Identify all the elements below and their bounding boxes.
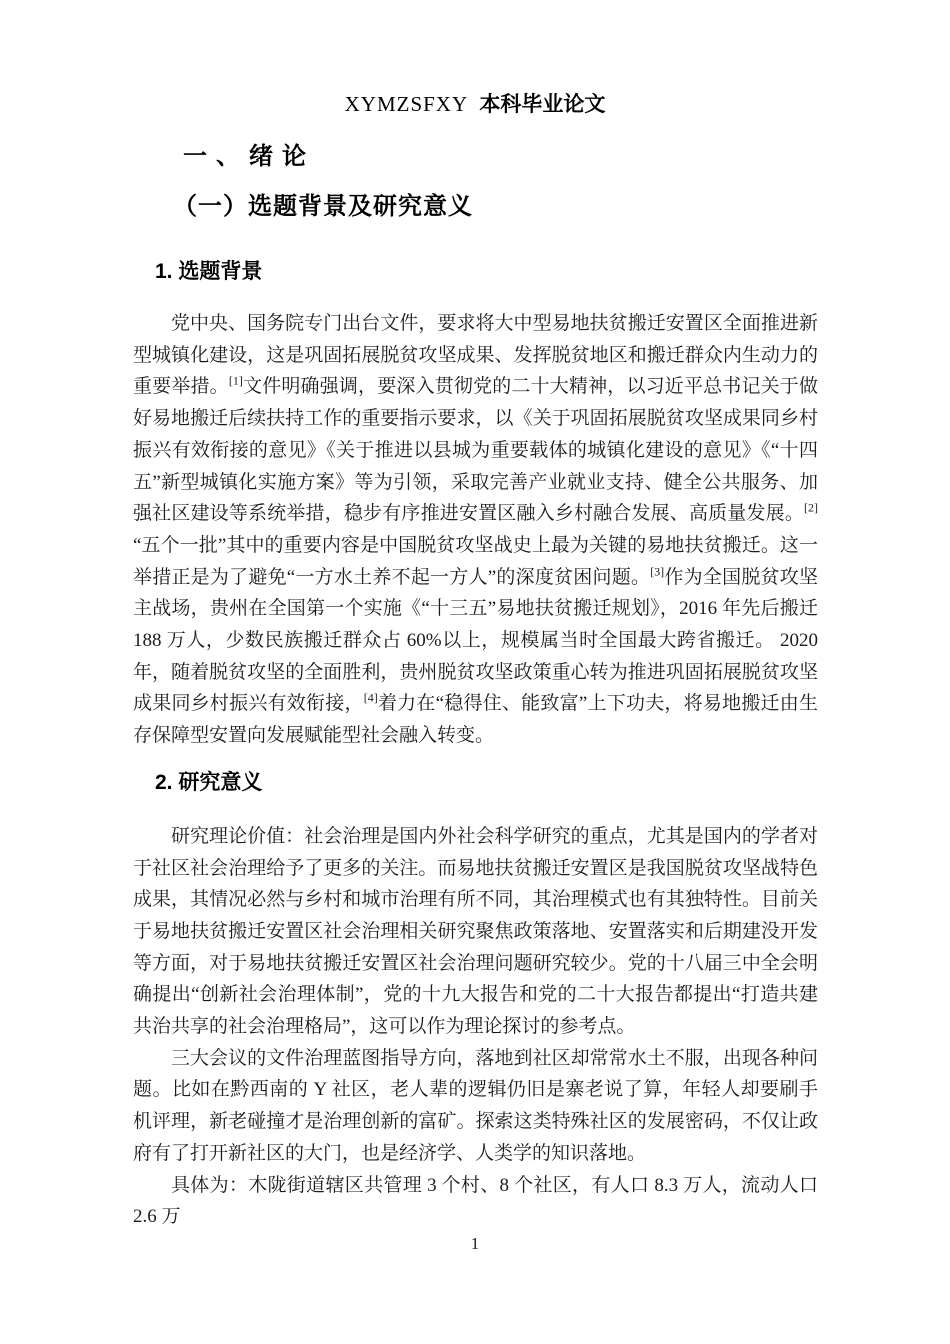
heading-chapter: 一、绪论: [183, 143, 315, 170]
header-thesis-type: 本科毕业论文: [479, 93, 606, 116]
significance-paragraphs: [133, 821, 818, 1233]
background-paragraphs: [133, 308, 818, 752]
footnote-ref: [1]: [228, 374, 243, 389]
paragraph: 研究理论价值：社会治理是国内外社会科学研究的重点，尤其是国内的学者对于社区社会治理给予了更多的关注。而易地扶贫搬迁安置区是我国脱贫攻坚战特色成果，其情况必然与乡村和城市治理有所不同，其治理模式也有其独特性。目前关于易地扶贫搬迁安置区社会治理相关研究聚焦政策落地、安置落实和后期建没开发等方面，对于易地扶贫搬迁安置区社会治理问题研究较少。党的十八届三中全会明确提出“创新社会治理体制”，党的十九大报告和党的二十大报告都提出“打造共建共治共享的社会治理格局”，这可以作为理论探讨的参考点。: [133, 825, 818, 1038]
heading-section: （一）选题背景及研究意义: [173, 193, 473, 220]
page-number: 1: [470, 1234, 480, 1253]
paragraph: 具体为：木陇街道辖区共管理 3 个村、8 个社区，有人口 8.3 万人，流动人口 2.6 万: [133, 1174, 818, 1228]
footnote-ref: [3]: [650, 564, 665, 579]
paragraph: 党中央、国务院专门出台文件，要求将大中型易地扶贫搬迁安置区全面推进新型城镇化建设，这是巩固拓展脱贫攻坚成果、发挥脱贫地区和搬迁群众内生动力的重要举措。[1]文件明确强调，要深入贯彻党的二十大精神，以习近平总书记关于做好易地搬迁后续扶持工作的重要指示要求，以《关于巩固拓展脱贫攻坚成果同乡村振兴有效衔接的意见》《关于推进以县城为重要载体的城镇化建设的意见》《“十四五”新型城镇化实施方案》等为引领，采取完善产业就业支持、健全公共服务、加强社区建设等系统举措，稳步有序推进安置区融入乡村融合发展、高质量发展。[2]“五个一批”其中的重要内容是中国脱贫攻坚战史上最为关键的易地扶贫搬迁。这一举措正是为了避免“一方水土养不起一方人”的深度贫困问题。[3]作为全国脱贫攻坚主战场，贵州在全国第一个实施《“十三五”易地扶贫搬迁规划》，2016 年先后搬迁 188 万人，少数民族搬迁群众占 60%以上，规模属当时全国最大跨省搬迁。 2020 年，随着脱贫攻坚的全面胜利，贵州脱贫攻坚政策重心转为推进巩固拓展脱贫攻坚成果同乡村振兴有效衔接，[4]着力在“稳得住、能致富”上下功夫，将易地搬迁由生存保障型安置向发展赋能型社会融入转变。: [133, 313, 818, 747]
heading-sub-significance: 2. 研究意义: [155, 770, 263, 794]
footnote-ref: [4]: [363, 691, 378, 706]
content-column: [133, 143, 818, 1233]
paragraph: 三大会议的文件治理蓝图指导方向，落地到社区却常常水土不服，出现各种问题。比如在黔西南的 Y 社区，老人辈的逻辑仍旧是寨老说了算，年轻人却要刷手机评理，新老碰撞才是治理创新的富矿。探索这类特殊社区的发展密码，不仅让政府有了打开新社区的大门，也是经济学、人类学的知识落地。: [133, 1047, 818, 1164]
footnote-ref: [2]: [804, 500, 818, 515]
heading-sub-background: 1. 选题背景: [155, 260, 263, 283]
page-header: [0, 0, 950, 118]
header-school-code: XYMZSFXY: [344, 92, 469, 116]
